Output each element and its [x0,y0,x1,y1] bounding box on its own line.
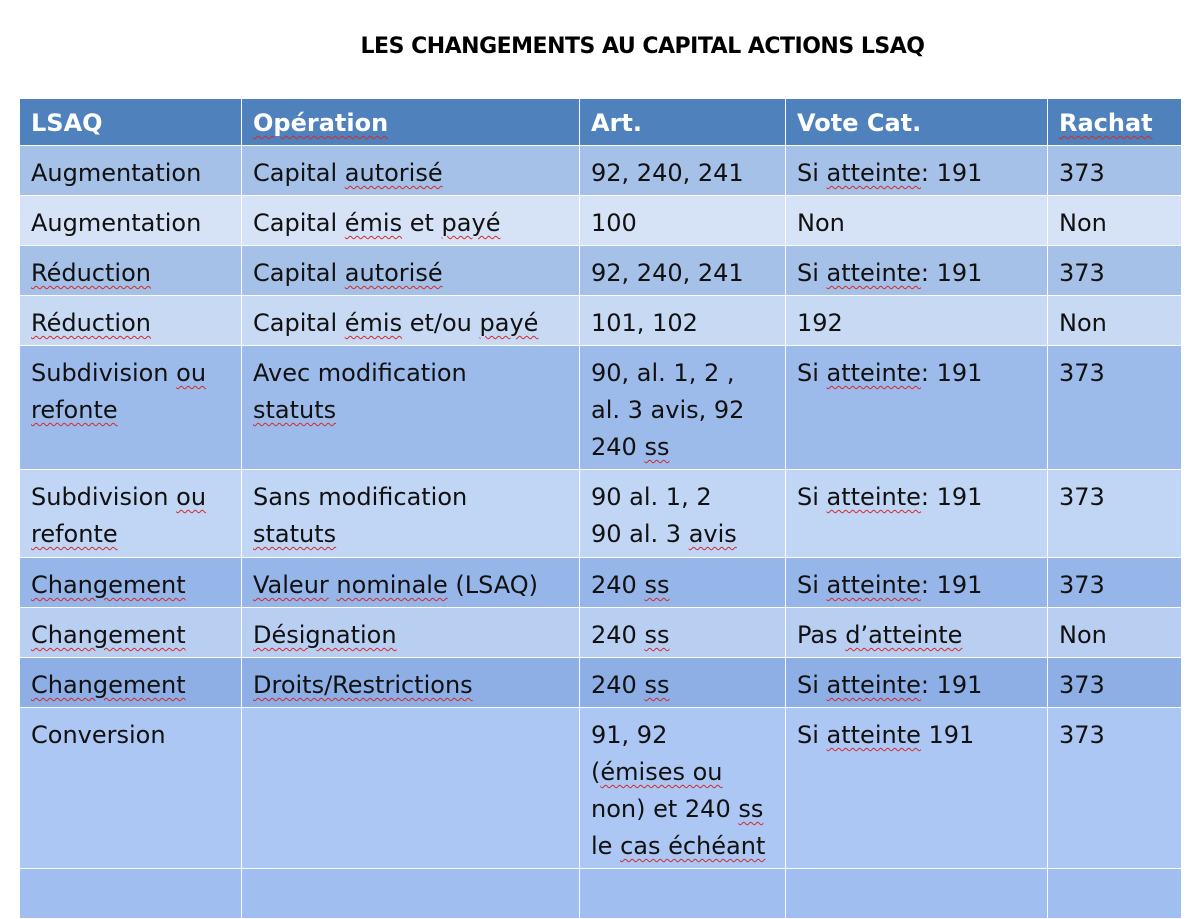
cell-art: 92, 240, 241 [580,146,786,196]
cell-operation: Capital autorisé [242,146,580,196]
cell-rachat: 373 [1048,708,1182,869]
cell-art: 90 al. 1, 2 90 al. 3 avis [580,470,786,558]
cell-vote: Si atteinte: 191 [786,346,1048,470]
table-row-empty [20,869,1182,919]
cell-empty [242,869,580,919]
cell-empty [786,869,1048,919]
header-operation: Opération [242,99,580,146]
cell-vote: Non [786,196,1048,246]
cell-vote: Si atteinte: 191 [786,470,1048,558]
header-lsaq: LSAQ [20,99,242,146]
cell-rachat: 373 [1048,246,1182,296]
header-vote: Vote Cat. [786,99,1048,146]
cell-lsaq: Changement [20,608,242,658]
table-row [20,558,1182,608]
table-row [20,658,1182,708]
cell-lsaq: Changement [20,658,242,708]
cell-lsaq: Changement [20,558,242,608]
cell-operation: Avec modification statuts [242,346,580,470]
cell-operation: Désignation [242,608,580,658]
cell-operation [242,708,580,869]
cell-art: 240 ss [580,608,786,658]
table-row [20,346,1182,470]
table-row [20,608,1182,658]
cell-rachat: 373 [1048,558,1182,608]
cell-vote: Si atteinte: 191 [786,558,1048,608]
cell-operation: Capital émis et payé [242,196,580,246]
cell-lsaq: Réduction [20,296,242,346]
table-row [20,196,1182,246]
cell-vote: Si atteinte: 191 [786,246,1048,296]
cell-operation: Capital émis et/ou payé [242,296,580,346]
cell-vote: Si atteinte: 191 [786,658,1048,708]
cell-lsaq: Subdivision ou refonte [20,346,242,470]
cell-operation: Droits/Restrictions [242,658,580,708]
cell-lsaq: Subdivision ou refonte [20,470,242,558]
cell-rachat: Non [1048,196,1182,246]
cell-empty [20,869,242,919]
page-title: LES CHANGEMENTS AU CAPITAL ACTIONS LSAQ [360,34,925,59]
cell-vote: 192 [786,296,1048,346]
table-header-row [20,99,1182,146]
cell-operation: Valeur nominale (LSAQ) [242,558,580,608]
cell-rachat: Non [1048,608,1182,658]
table-row [20,296,1182,346]
table-row [20,146,1182,196]
cell-art: 240 ss [580,558,786,608]
cell-rachat: 373 [1048,346,1182,470]
cell-rachat: Non [1048,296,1182,346]
cell-art: 92, 240, 241 [580,246,786,296]
cell-art: 101, 102 [580,296,786,346]
cell-operation: Capital autorisé [242,246,580,296]
cell-lsaq: Augmentation [20,196,242,246]
cell-operation: Sans modification statuts [242,470,580,558]
cell-lsaq: Conversion [20,708,242,869]
header-art: Art. [580,99,786,146]
cell-lsaq: Réduction [20,246,242,296]
cell-vote: Si atteinte: 191 [786,146,1048,196]
table-row [20,708,1182,869]
header-rachat: Rachat [1048,99,1182,146]
cell-rachat: 373 [1048,146,1182,196]
cell-vote: Pas d’atteinte [786,608,1048,658]
cell-empty [580,869,786,919]
cell-art: 240 ss [580,658,786,708]
cell-rachat: 373 [1048,470,1182,558]
cell-rachat: 373 [1048,658,1182,708]
cell-art: 90, al. 1, 2 , al. 3 avis, 92 240 ss [580,346,786,470]
table-row [20,470,1182,558]
cell-art: 91, 92 (émises ou non) et 240 ss le cas échéant [580,708,786,869]
capital-changes-table [19,98,1182,919]
cell-empty [1048,869,1182,919]
cell-vote: Si atteinte 191 [786,708,1048,869]
table-row [20,246,1182,296]
cell-art: 100 [580,196,786,246]
cell-lsaq: Augmentation [20,146,242,196]
